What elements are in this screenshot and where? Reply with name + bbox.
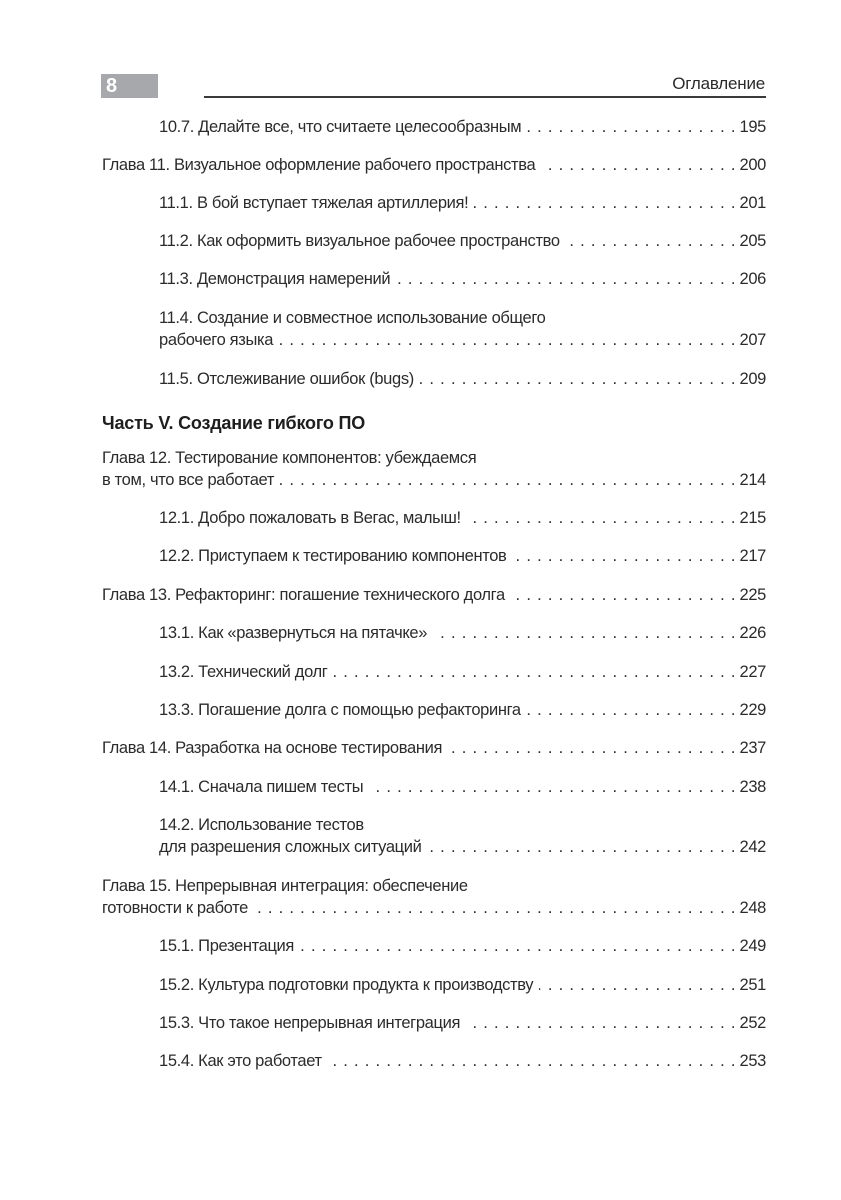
toc-entry[interactable]	[159, 116, 766, 138]
toc-entry-title: 11.5. Отслеживание ошибок (bugs)	[159, 370, 414, 388]
part-heading[interactable]: Часть V. Создание гибкого ПО	[102, 413, 366, 433]
toc-entry-title: в том, что все работает	[102, 471, 275, 489]
dot-leader	[511, 584, 736, 606]
toc-entry-title: 13.2. Технический долг	[159, 663, 328, 681]
dot-leader	[369, 776, 735, 798]
toc-entry-page: 253	[739, 1052, 766, 1070]
toc-entry[interactable]	[159, 1012, 766, 1034]
dot-leader	[512, 545, 735, 567]
dot-leader	[254, 897, 736, 919]
toc-entry-title: Глава 14. Разработка на основе тестирования	[102, 739, 443, 757]
toc-entry-chapter[interactable]	[102, 737, 766, 759]
toc-entry-title-line1: 11.4. Создание и совместное использование общего	[159, 309, 546, 327]
toc-entry[interactable]	[159, 622, 766, 644]
toc-entry[interactable]	[159, 368, 766, 390]
toc-entry-title: 11.1. В бой вступает тяжелая артиллерия!	[159, 194, 469, 212]
toc-entry-page: 206	[739, 270, 766, 288]
toc-entry-page: 249	[739, 937, 766, 955]
toc-entry-page: 214	[739, 471, 766, 489]
toc-entry[interactable]	[159, 545, 766, 567]
dot-leader	[541, 154, 735, 176]
dot-leader	[467, 507, 736, 529]
toc-entry-title: Глава 11. Визуальное оформление рабочего пространства	[102, 156, 536, 174]
toc-entry-title: рабочего языка	[159, 331, 274, 349]
page-number-badge	[101, 74, 158, 98]
toc-entry-title: готовности к работе	[102, 899, 248, 917]
toc-entry[interactable]	[159, 192, 766, 214]
toc-entry-page: 195	[739, 118, 766, 136]
toc-entry-page: 226	[739, 624, 766, 642]
toc-entry-title: Глава 13. Рефакторинг: погашение технического долга	[102, 586, 505, 604]
toc-entry[interactable]	[159, 307, 766, 351]
toc-entry-title: 15.1. Презентация	[159, 937, 295, 955]
toc-entry-title: 13.3. Погашение долга с помощью рефакторинга	[159, 701, 521, 719]
toc-entry[interactable]	[159, 935, 766, 957]
dot-leader	[539, 974, 735, 996]
dot-leader	[333, 661, 735, 683]
toc-entry-page: 237	[739, 739, 766, 757]
toc-entry-title: 15.4. Как это работает	[159, 1052, 322, 1070]
toc-entry[interactable]	[159, 814, 766, 858]
toc-entry-title: 12.1. Добро пожаловать в Вегас, малыш!	[159, 509, 461, 527]
toc-entry-title: 15.2. Культура подготовки продукта к производству	[159, 976, 534, 994]
toc-entry-page: 238	[739, 778, 766, 796]
toc-entry-page: 248	[739, 899, 766, 917]
toc-entry-page: 251	[739, 976, 766, 994]
dot-leader	[396, 268, 735, 290]
toc-entry[interactable]	[159, 1050, 766, 1072]
toc-entry-page: 205	[739, 232, 766, 250]
toc-entry-page: 209	[739, 370, 766, 388]
toc-entry-page: 215	[739, 509, 766, 527]
toc-entry[interactable]	[159, 661, 766, 683]
header-rule	[204, 96, 766, 98]
dot-leader	[420, 368, 736, 390]
toc-entry-chapter[interactable]	[102, 584, 766, 606]
toc-entry-title-line1: Глава 15. Непрерывная интеграция: обеспечение	[102, 877, 468, 895]
toc-entry-page: 200	[739, 156, 766, 174]
dot-leader	[466, 1012, 735, 1034]
toc-entry[interactable]	[159, 230, 766, 252]
running-title: Оглавление	[672, 74, 765, 93]
dot-leader	[328, 1050, 736, 1072]
toc-entry-chapter[interactable]	[102, 154, 766, 176]
toc-entry[interactable]	[159, 974, 766, 996]
toc-entry-chapter[interactable]	[102, 447, 766, 491]
toc-entry-page: 227	[739, 663, 766, 681]
toc-entry-page: 217	[739, 547, 766, 565]
toc-entry-title: 10.7. Делайте все, что считаете целесообразным	[159, 118, 522, 136]
toc-entry-page: 252	[739, 1014, 766, 1032]
toc-entry-title: 15.3. Что такое непрерывная интеграция	[159, 1014, 461, 1032]
toc-entry-title: 11.3. Демонстрация намерений	[159, 270, 391, 288]
toc-entry-chapter[interactable]	[102, 875, 766, 919]
dot-leader	[300, 935, 736, 957]
toc-entry-page: 201	[739, 194, 766, 212]
toc-entry[interactable]	[159, 268, 766, 290]
dot-leader	[280, 469, 735, 491]
dot-leader	[448, 737, 735, 759]
dot-leader	[279, 329, 735, 351]
page-number: 8	[106, 75, 118, 97]
dot-leader	[433, 622, 735, 644]
dot-leader	[566, 230, 736, 252]
toc-entry[interactable]	[159, 699, 766, 721]
toc-entry-title: 14.1. Сначала пишем тесты	[159, 778, 364, 796]
dot-leader	[474, 192, 735, 214]
toc-entry-page: 225	[739, 586, 766, 604]
toc-entry-title: 11.2. Как оформить визуальное рабочее пространство	[159, 232, 560, 250]
toc-entry-title: 12.2. Приступаем к тестированию компонентов	[159, 547, 507, 565]
toc-entry-page: 229	[739, 701, 766, 719]
toc-entry-page: 207	[739, 331, 766, 349]
toc-entry-title: 13.1. Как «развернуться на пятачке»	[159, 624, 428, 642]
toc-entry-title: для разрешения сложных ситуаций	[159, 838, 422, 856]
dot-leader	[428, 836, 736, 858]
toc-entry[interactable]	[159, 776, 766, 798]
toc-entry-title-line1: 14.2. Использование тестов	[159, 816, 364, 834]
toc-entry[interactable]	[159, 507, 766, 529]
dot-leader	[527, 699, 736, 721]
toc-entry-page: 242	[739, 838, 766, 856]
dot-leader	[527, 116, 735, 138]
toc-entry-title-line1: Глава 12. Тестирование компонентов: убеждаемся	[102, 449, 477, 467]
